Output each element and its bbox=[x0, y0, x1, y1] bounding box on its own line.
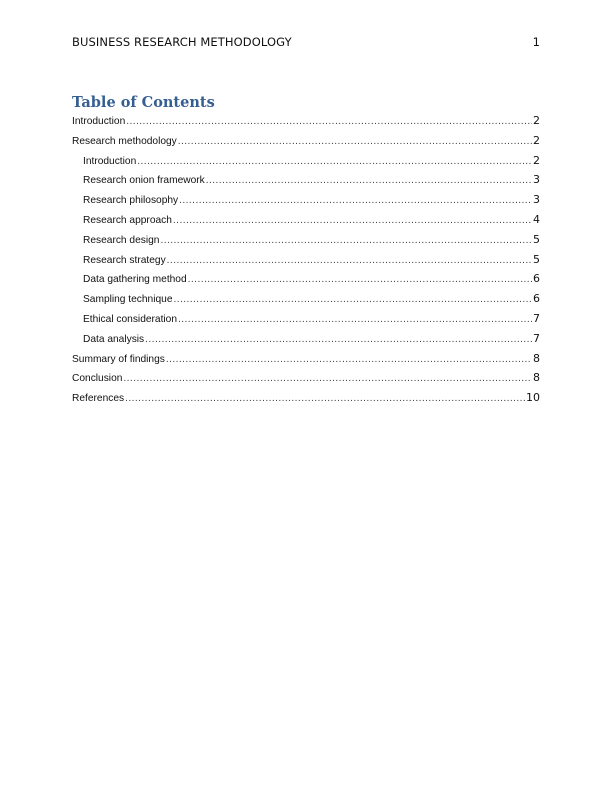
toc-entry-page: 3 bbox=[533, 193, 540, 207]
toc-entry-page: 4 bbox=[533, 212, 540, 226]
toc-heading: Table of Contents bbox=[72, 94, 215, 111]
toc-entry-page: 5 bbox=[533, 252, 540, 266]
toc-entry-page: 6 bbox=[533, 272, 540, 286]
dot-leader bbox=[178, 134, 532, 150]
toc-entry-page: 7 bbox=[533, 331, 540, 345]
toc-entry-methodology-introduction[interactable] bbox=[72, 153, 540, 173]
toc-entry-introduction[interactable] bbox=[72, 113, 540, 133]
toc-entry-label: Conclusion bbox=[72, 373, 123, 385]
dot-leader bbox=[173, 213, 532, 229]
toc-entry-page: 8 bbox=[533, 351, 540, 365]
toc-entry-research-philosophy[interactable] bbox=[72, 192, 540, 212]
toc-entry-references[interactable] bbox=[72, 390, 540, 410]
toc-entry-research-design[interactable] bbox=[72, 232, 540, 252]
toc-entry-page: 5 bbox=[533, 232, 540, 246]
toc-entry-label: Ethical consideration bbox=[83, 313, 178, 325]
toc-entry-label: Research approach bbox=[83, 214, 172, 226]
toc-entry-conclusion[interactable] bbox=[72, 370, 540, 390]
toc-entry-page: 6 bbox=[533, 292, 540, 306]
toc-entry-label: Data gathering method bbox=[83, 274, 187, 286]
page-header bbox=[72, 35, 540, 51]
toc-entry-page: 2 bbox=[533, 114, 540, 127]
dot-leader bbox=[160, 233, 532, 249]
toc-entry-ethical-consideration[interactable] bbox=[72, 311, 540, 331]
dot-leader bbox=[137, 154, 532, 170]
toc-entry-sampling-technique[interactable] bbox=[72, 291, 540, 311]
toc-entry-research-methodology[interactable] bbox=[72, 133, 540, 153]
toc-entry-research-strategy[interactable] bbox=[72, 252, 540, 272]
toc-entry-research-onion-framework[interactable] bbox=[72, 172, 540, 192]
table-of-contents bbox=[72, 113, 540, 410]
toc-entry-label: References bbox=[72, 393, 125, 405]
page-number: 1 bbox=[532, 35, 540, 49]
toc-entry-label: Sampling technique bbox=[83, 294, 173, 306]
toc-entry-label: Summary of findings bbox=[72, 353, 165, 365]
toc-entry-page: 2 bbox=[533, 153, 540, 167]
toc-entry-page: 2 bbox=[533, 133, 540, 147]
toc-entry-research-approach[interactable] bbox=[72, 212, 540, 232]
dot-leader bbox=[126, 114, 532, 130]
dot-leader bbox=[167, 253, 532, 269]
toc-entry-label: Introduction bbox=[72, 116, 126, 127]
toc-entry-label: Research philosophy bbox=[83, 195, 179, 207]
toc-entry-page: 7 bbox=[533, 311, 540, 325]
dot-leader bbox=[145, 332, 532, 348]
toc-entry-data-gathering-method[interactable] bbox=[72, 271, 540, 291]
toc-entry-page: 8 bbox=[533, 371, 540, 385]
dot-leader bbox=[206, 173, 532, 189]
dot-leader bbox=[173, 292, 532, 308]
dot-leader bbox=[125, 391, 525, 407]
running-head-title: BUSINESS RESEARCH METHODOLOGY bbox=[72, 35, 292, 49]
toc-entry-summary-of-findings[interactable] bbox=[72, 351, 540, 371]
toc-entry-label: Research onion framework bbox=[83, 175, 205, 187]
toc-entry-label: Data analysis bbox=[83, 333, 145, 345]
dot-leader bbox=[179, 193, 532, 209]
dot-leader bbox=[166, 352, 532, 368]
toc-entry-data-analysis[interactable] bbox=[72, 331, 540, 351]
dot-leader bbox=[178, 312, 532, 328]
toc-entry-label: Introduction bbox=[83, 155, 137, 167]
toc-entry-page: 3 bbox=[533, 173, 540, 187]
dot-leader bbox=[188, 272, 532, 288]
toc-entry-label: Research strategy bbox=[83, 254, 166, 266]
toc-entry-label: Research design bbox=[83, 234, 160, 246]
toc-entry-page: 10 bbox=[526, 391, 540, 405]
dot-leader bbox=[123, 371, 532, 387]
toc-entry-label: Research methodology bbox=[72, 135, 177, 147]
